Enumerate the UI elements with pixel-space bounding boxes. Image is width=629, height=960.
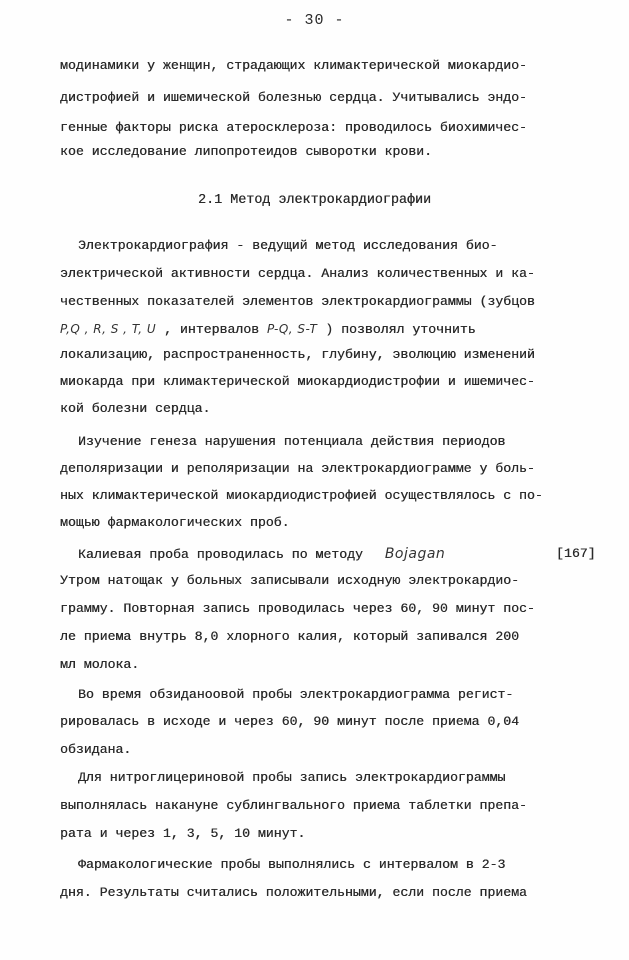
p1-line-3: чественных показателей элементов электрокардиограммы (зубцов <box>60 294 535 309</box>
p1-line-7: кой болезни сердца. <box>60 401 211 416</box>
p5-line-3: рата и через 1, 3, 5, 10 минут. <box>60 826 306 841</box>
intervals-handwritten: P-Q, S-T <box>266 322 318 336</box>
p3-line-4: ле приема внутрь 8,0 хлорного калия, который запивался 200 <box>60 629 519 644</box>
section-heading: 2.1 Метод электрокардиографии <box>197 193 432 208</box>
p5-line-1: Для нитроглицериновой пробы запись электрокардиограммы <box>78 770 506 785</box>
p1-line-4-suffix: ) позволял уточнить <box>317 322 476 337</box>
p3-line-3: грамму. Повторная запись проводилась через 60, 90 минут пос- <box>60 601 535 616</box>
p3-line-5: мл молока. <box>60 657 140 672</box>
p1-line-4 <box>60 320 590 339</box>
p1-line-1: Электрокардиография - ведущий метод исследования био- <box>78 238 498 253</box>
intro-line-4: кое исследование липопротеидов сыворотки крови. <box>60 144 432 159</box>
page-number: - 30 - <box>284 12 345 29</box>
intro-line-2: дистрофией и ишемической болезнью сердца. Учитывались эндо- <box>60 90 527 105</box>
p2-line-1: Изучение генеза нарушения потенциала действия периодов <box>78 434 506 449</box>
p3-line-1 <box>78 545 596 564</box>
reference-number: [167] <box>556 546 596 561</box>
p5-line-2: выполнялась накануне сублингвального приема таблетки препа- <box>60 798 527 813</box>
p6-line-1: Фармакологические пробы выполнялись с интервалом в 2-3 <box>78 857 506 872</box>
p2-line-4: мощью фармакологических проб. <box>60 515 290 530</box>
intro-line-3: генные факторы риска атеросклероза: проводилось биохимичес- <box>60 120 527 135</box>
p4-line-2: рировалась в исходе и через 60, 90 минут после приема 0,04 <box>60 714 519 729</box>
p6-line-2: дня. Результаты считались положительными, если после приема <box>60 885 527 900</box>
p1-line-2: электрической активности сердца. Анализ количественных и ка- <box>60 266 535 281</box>
author-handwritten: Bojagan <box>384 546 446 562</box>
p3-line-2: Утром натощак у больных записывали исходную электрокардио- <box>60 573 519 588</box>
p4-line-3: обзидана. <box>60 742 132 757</box>
wave-letters-handwritten: P,Q , R, S , T, U <box>60 322 157 336</box>
p3-line-1-text: Калиевая проба проводилась по методу <box>78 547 363 562</box>
intervals-text: , интервалов <box>156 322 267 337</box>
p1-line-6: миокарда при климактерической миокардиодистрофии и ишемичес- <box>60 374 535 389</box>
p2-line-2: деполяризации и реполяризации на электрокардиограмме у боль- <box>60 461 535 476</box>
p2-line-3: ных климактерической миокардиодистрофией осуществлялось с по- <box>60 488 543 503</box>
intro-line-1: модинамики у женщин, страдающих климактерической миокардио- <box>60 58 527 73</box>
p4-line-1: Во время обзиданоовой пробы электрокардиограмма регист- <box>78 687 514 702</box>
p1-line-5: локализацию, распространенность, глубину, эволюцию изменений <box>60 347 535 362</box>
